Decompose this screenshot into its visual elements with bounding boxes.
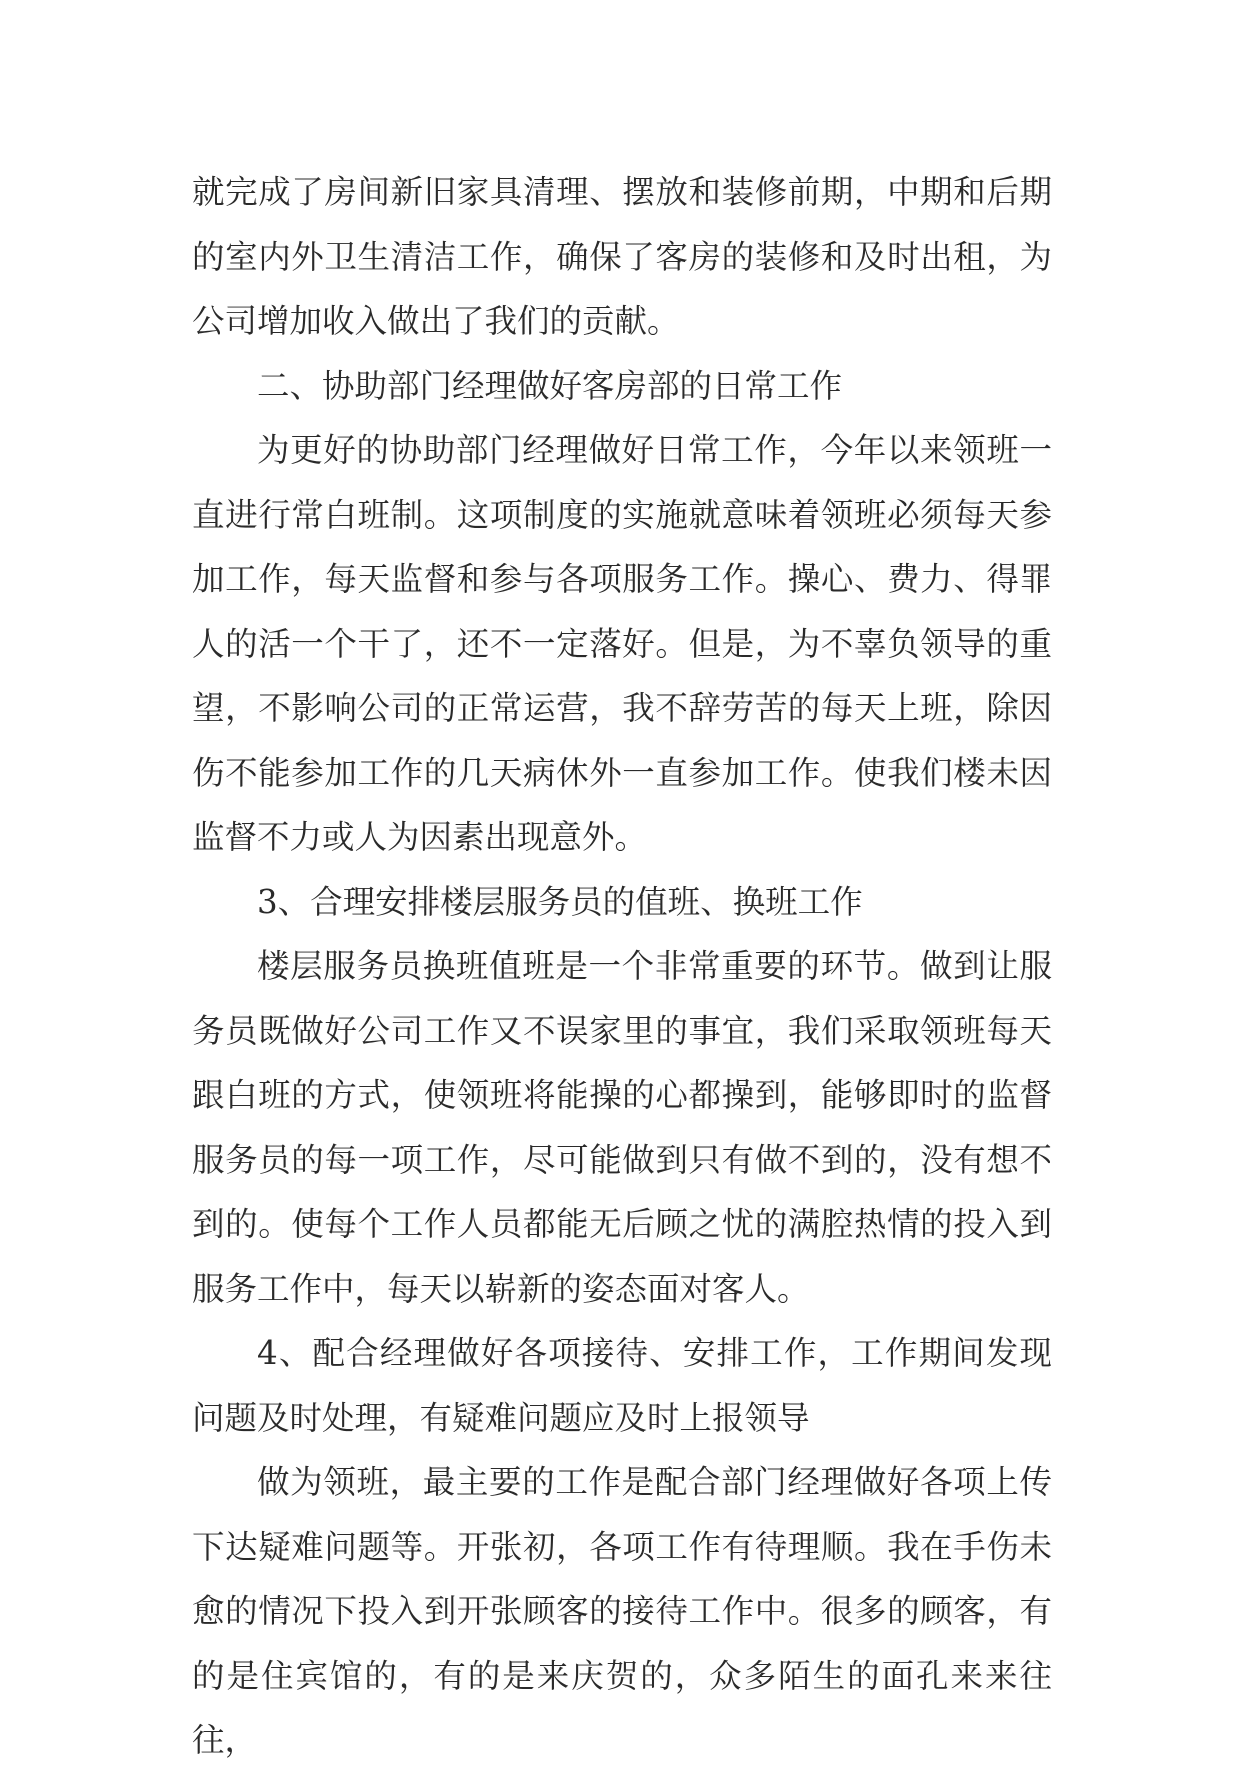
document-body <box>192 160 1052 1773</box>
paragraph-reception-work: 做为领班，最主要的工作是配合部门经理做好各项上传下达疑难问题等。开张初，各项工作有待理顺。我在手伤未愈的情况下投入到开张顾客的接待工作中。很多的顾客，有的是住宾馆的，有的是来庆贺的，众多陌生的面孔来来往往， <box>192 1463 1052 1759</box>
paragraph-continued: 就完成了房间新旧家具清理、摆放和装修前期，中期和后期的室内外卫生清洁工作，确保了客房的装修和及时出租，为公司增加收入做出了我们的贡献。 <box>192 173 1052 340</box>
section-heading-3: 3、合理安排楼层服务员的值班、换班工作 <box>257 882 863 921</box>
section-heading-4: 4、配合经理做好各项接待、安排工作，工作期间发现问题及时处理，有疑难问题应及时上报领导 <box>192 1334 1052 1437</box>
paragraph-daily-work: 为更好的协助部门经理做好日常工作，今年以来领班一直进行常白班制。这项制度的实施就意味着领班必须每天参加工作，每天监督和参与各项服务工作。操心、费力、得罪人的活一个干了，还不一定落好。但是，为不辜负领导的重望，不影响公司的正常运营，我不辞劳苦的每天上班，除因伤不能参加工作的几天病休外一直参加工作。使我们楼未因监督不力或人为因素出现意外。 <box>192 431 1052 856</box>
section-heading-2: 二、协助部门经理做好客房部的日常工作 <box>257 366 843 405</box>
paragraph-shift-scheduling: 楼层服务员换班值班是一个非常重要的环节。做到让服务员既做好公司工作又不误家里的事宜，我们采取领班每天跟白班的方式，使领班将能操的心都操到，能够即时的监督服务员的每一项工作，尽可能做到只有做不到的，没有想不到的。使每个工作人员都能无后顾之忧的满腔热情的投入到服务工作中，每天以崭新的姿态面对客人。 <box>192 947 1052 1308</box>
